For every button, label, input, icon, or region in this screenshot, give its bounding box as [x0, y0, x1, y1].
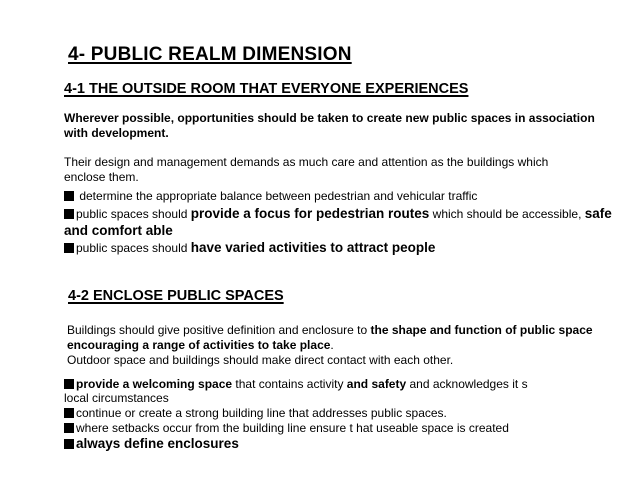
- square-bullet-icon: [64, 191, 74, 201]
- paragraph-bold: encouraging a range of activities to take place: [67, 338, 331, 352]
- intro-bold-line-2: with development.: [64, 126, 169, 140]
- bullet-text-bold-2: and safety: [346, 377, 407, 391]
- section-heading-outside-room: 4-1 THE OUTSIDE ROOM THAT EVERYONE EXPERIENCES: [64, 81, 469, 97]
- bullet-varied-activities: [64, 240, 435, 256]
- bullet-pedestrian-focus-line-2: and comfort able: [64, 223, 173, 238]
- section-heading-enclose: 4-2 ENCLOSE PUBLIC SPACES: [68, 288, 284, 304]
- bullet-setbacks: [64, 420, 509, 436]
- paragraph-text: Buildings should give positive definition and enclosure to: [67, 323, 371, 337]
- bullet-text-bold: always define enclosures: [76, 436, 239, 451]
- bullet-text-bold-2: safe: [584, 206, 612, 221]
- bullet-text-end: and acknowledges it s: [406, 377, 528, 391]
- bullet-text-pre: public spaces should: [76, 207, 191, 221]
- design-paragraph-line-2: enclose them.: [64, 170, 139, 184]
- buildings-paragraph-line-2: [67, 337, 334, 353]
- page-title: 4- PUBLIC REALM DIMENSION: [68, 44, 352, 65]
- square-bullet-icon: [64, 439, 74, 449]
- bullet-welcoming-space-line-2: local circumstances: [64, 391, 169, 405]
- bullet-text-bold: have varied activities to attract people: [190, 240, 436, 255]
- square-bullet-icon: [64, 243, 74, 253]
- bullet-text-pre: public spaces should: [76, 241, 191, 255]
- intro-bold-line-1: Wherever possible, opportunities should be taken to create new public spaces in association: [64, 111, 595, 125]
- square-bullet-icon: [64, 408, 74, 418]
- buildings-paragraph-line-3: Outdoor space and buildings should make direct contact with each other.: [67, 353, 454, 367]
- square-bullet-icon: [64, 423, 74, 433]
- bullet-text: determine the appropriate balance between pedestrian and vehicular traffic: [76, 189, 478, 203]
- bullet-text: continue or create a strong building line that addresses public spaces.: [76, 406, 447, 420]
- bullet-pedestrian-focus: [64, 206, 612, 222]
- bullet-text: where setbacks occur from the building line ensure t hat useable space is created: [76, 421, 509, 435]
- bullet-text-mid: that contains activity: [232, 377, 347, 391]
- bullet-define-enclosures: [64, 436, 239, 452]
- bullet-text-bold: provide a focus for pedestrian routes: [190, 206, 430, 221]
- bullet-text-mid: which should be accessible,: [429, 207, 585, 221]
- paragraph-bold: the shape and function of public space: [370, 323, 593, 337]
- square-bullet-icon: [64, 379, 74, 389]
- bullet-text-bold: provide a welcoming space: [76, 377, 233, 391]
- paragraph-text: .: [330, 338, 334, 352]
- square-bullet-icon: [64, 209, 74, 219]
- design-paragraph-line-1: Their design and management demands as much care and attention as the buildings which: [64, 155, 549, 169]
- bullet-balance-traffic: [64, 188, 477, 204]
- buildings-paragraph-line-1: [67, 322, 593, 338]
- bullet-building-line: [64, 405, 447, 421]
